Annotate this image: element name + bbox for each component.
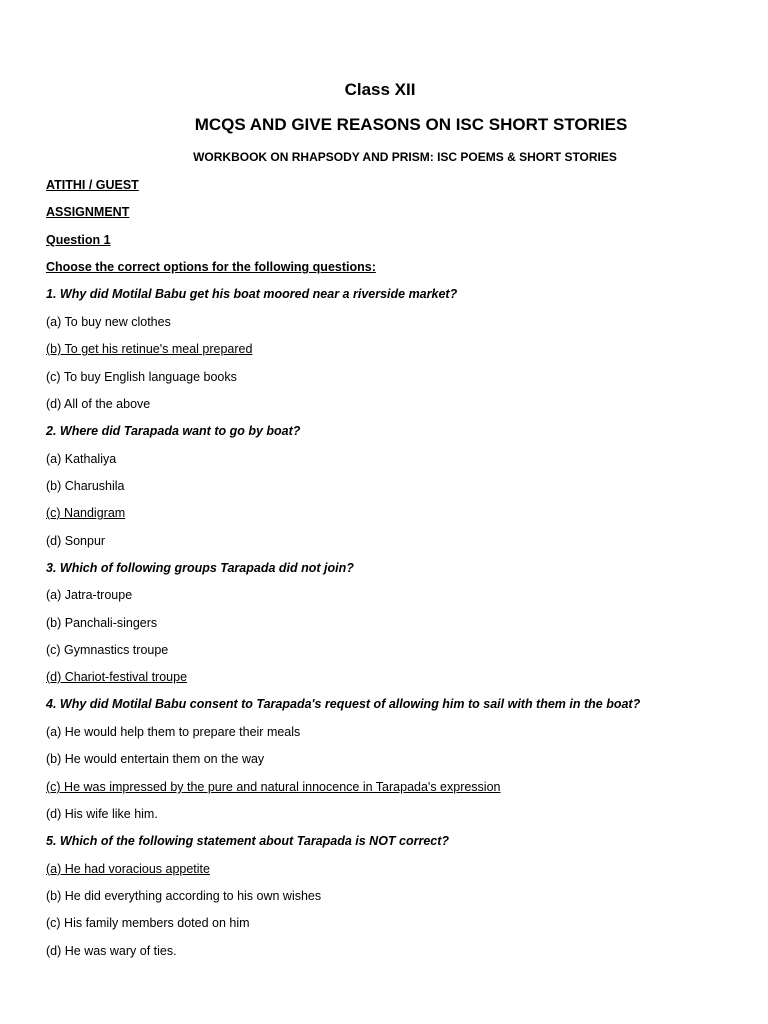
instruction-text: Choose the correct options for the following questions: — [46, 260, 376, 274]
option: (d) All of the above — [46, 397, 151, 411]
correct-option: (d) Chariot-festival troupe — [46, 670, 188, 684]
correct-option: (b) To get his retinue's meal prepared — [46, 342, 253, 356]
option: (b) He would entertain them on the way — [46, 752, 265, 766]
question-text: 1. Why did Motilal Babu get his boat moored near a riverside market? — [46, 287, 458, 301]
option: (a) He would help them to prepare their meals — [46, 725, 301, 739]
correct-option: (c) He was impressed by the pure and natural innocence in Tarapada's expression — [46, 780, 501, 794]
option: (c) To buy English language books — [46, 370, 237, 384]
option: (c) Gymnastics troupe — [46, 643, 169, 657]
story-heading: ATITHI / GUEST — [46, 178, 139, 192]
question-text: 2. Where did Tarapada want to go by boat? — [46, 424, 301, 438]
option: (a) Kathaliya — [46, 452, 117, 466]
option: (d) He was wary of ties. — [46, 944, 177, 958]
question-label: Question 1 — [46, 233, 111, 247]
option: (b) Charushila — [46, 479, 125, 493]
option: (a) Jatra-troupe — [46, 588, 133, 602]
subtitle: WORKBOOK ON RHAPSODY AND PRISM: ISC POEMS & SHORT STORIES — [193, 150, 617, 164]
option: (b) He did everything according to his own wishes — [46, 889, 322, 903]
correct-option: (c) Nandigram — [46, 506, 126, 520]
question-text: 5. Which of the following statement about Tarapada is NOT correct? — [46, 834, 450, 848]
option: (a) To buy new clothes — [46, 315, 171, 329]
question-text: 3. Which of following groups Tarapada did not join? — [46, 561, 354, 575]
class-title: Class XII — [344, 80, 416, 99]
option: (d) His wife like him. — [46, 807, 158, 821]
option: (d) Sonpur — [46, 534, 106, 548]
question-text: 4. Why did Motilal Babu consent to Tarapada's request of allowing him to sail with them in the boat? — [46, 697, 641, 711]
assignment-heading: ASSIGNMENT — [46, 205, 130, 219]
option: (c) His family members doted on him — [46, 916, 250, 930]
correct-option: (a) He had voracious appetite — [46, 862, 210, 876]
main-title: MCQS AND GIVE REASONS ON ISC SHORT STORIES — [194, 115, 628, 134]
option: (b) Panchali-singers — [46, 616, 158, 630]
